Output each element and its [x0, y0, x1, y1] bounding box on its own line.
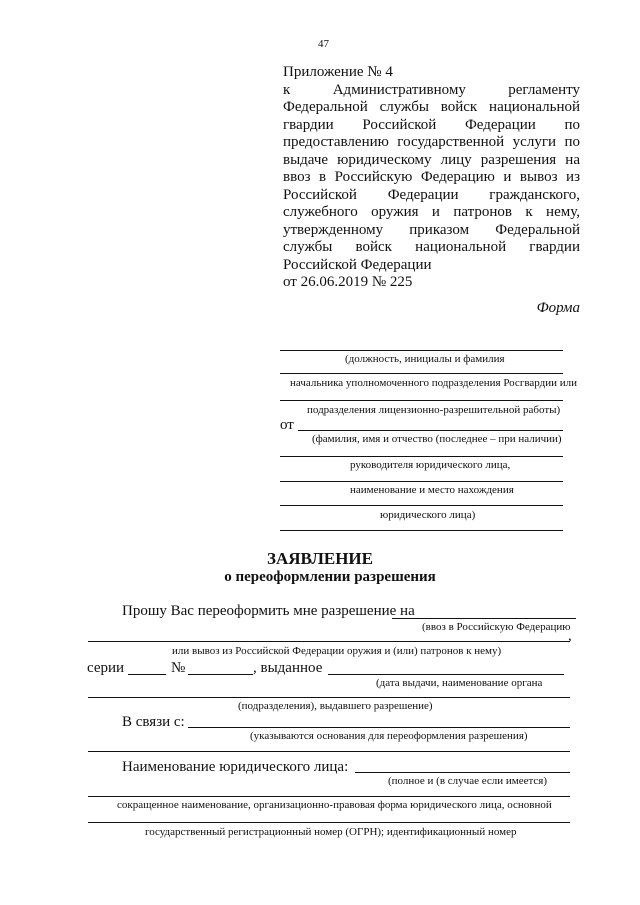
- document-title: ЗАЯВЛЕНИЕ: [266, 549, 373, 568]
- org-name-line-2[interactable]: [88, 796, 570, 797]
- document-subtitle: о переоформлении разрешения: [224, 569, 436, 585]
- issuer-caption: (подразделения), выдавшего разрешение): [238, 700, 433, 712]
- issuer-line[interactable]: [88, 697, 570, 698]
- applicant-caption-3: наименование и место нахождения: [350, 484, 514, 496]
- import-export-line[interactable]: [392, 618, 576, 619]
- applicant-caption-2: руководителя юридического лица,: [350, 459, 511, 471]
- org-name-label: Наименование юридического лица:: [122, 759, 349, 775]
- form-label: Форма: [536, 300, 580, 316]
- appendix-line: гвардии Российской Федерации по: [283, 116, 580, 133]
- appendix-line: служебного оружия и патронов к нему,: [283, 204, 580, 220]
- short-name-caption: сокращенное наименование, организационно-правовая форма юридического лица, основной: [117, 799, 552, 811]
- addressee-line-3[interactable]: [280, 400, 563, 401]
- applicant-caption-4: юридического лица): [380, 509, 476, 521]
- appendix-line: Приложение № 4: [283, 64, 393, 80]
- request-text: Прошу Вас переоформить мне разрешение на: [122, 603, 415, 619]
- import-caption: (ввоз в Российскую Федерацию: [422, 621, 571, 633]
- issued-label: , выданное: [253, 660, 323, 676]
- reason-label: В связи с:: [122, 714, 185, 730]
- appendix-line: Российской Федерации гражданского,: [283, 186, 580, 203]
- addressee-line-1[interactable]: [280, 350, 563, 351]
- issue-date-input[interactable]: [328, 674, 564, 675]
- reason-line-2[interactable]: [88, 751, 570, 752]
- appendix-block: [283, 64, 580, 292]
- full-name-caption: (полное и (в случае если имеется): [388, 775, 548, 787]
- appendix-line: Российской Федерации: [283, 256, 432, 273]
- comma: ,: [568, 628, 572, 644]
- issue-date-caption: (дата выдачи, наименование органа: [376, 677, 543, 689]
- import-export-line-2[interactable]: [88, 641, 570, 642]
- export-caption: или вывоз из Российской Федерации оружия и (или) патронов к нему): [172, 645, 502, 657]
- series-input[interactable]: [128, 674, 166, 675]
- from-label: от: [280, 417, 294, 433]
- org-name-input[interactable]: [355, 772, 570, 773]
- org-name-line-3[interactable]: [88, 822, 570, 823]
- reason-caption: (указываются основания для переоформления разрешения): [250, 730, 528, 742]
- number-label: №: [171, 660, 186, 676]
- addressee-caption-1: (должность, инициалы и фамилия: [345, 353, 505, 365]
- appendix-line: Федеральной службы войск национальной: [283, 99, 580, 115]
- appendix-line: службы войск национальной гвардии: [283, 239, 580, 255]
- addressee-caption-2: начальника уполномоченного подразделения Росгвардии или: [290, 377, 577, 389]
- applicant-caption-1: (фамилия, имя и отчество (последнее – при наличии): [312, 433, 562, 445]
- addressee-line-2[interactable]: [280, 373, 563, 374]
- appendix-line: утвержденному приказом Федеральной: [283, 221, 580, 238]
- applicant-line-4[interactable]: [280, 505, 563, 506]
- applicant-name-line[interactable]: [298, 430, 563, 431]
- series-label: серии: [87, 660, 125, 676]
- applicant-line-2[interactable]: [280, 456, 563, 457]
- applicant-line-3[interactable]: [280, 481, 563, 482]
- appendix-line: предоставлению государственной услуги по: [283, 134, 580, 150]
- addressee-caption-3: подразделения лицензионно-разрешительной работы): [307, 404, 561, 416]
- applicant-line-5[interactable]: [280, 530, 563, 531]
- appendix-line: выдаче юридическому лицу разрешения на: [283, 151, 580, 168]
- number-input[interactable]: [188, 674, 253, 675]
- page-number: 47: [318, 38, 329, 50]
- appendix-line: от 26.06.2019 № 225: [283, 274, 413, 290]
- appendix-line: к Административному регламенту: [283, 81, 580, 98]
- appendix-line: ввоз в Российскую Федерацию и вывоз из: [283, 169, 580, 185]
- ogrn-caption: государственный регистрационный номер (ОГРН); идентификационный номер: [145, 826, 517, 838]
- reason-input[interactable]: [188, 727, 570, 728]
